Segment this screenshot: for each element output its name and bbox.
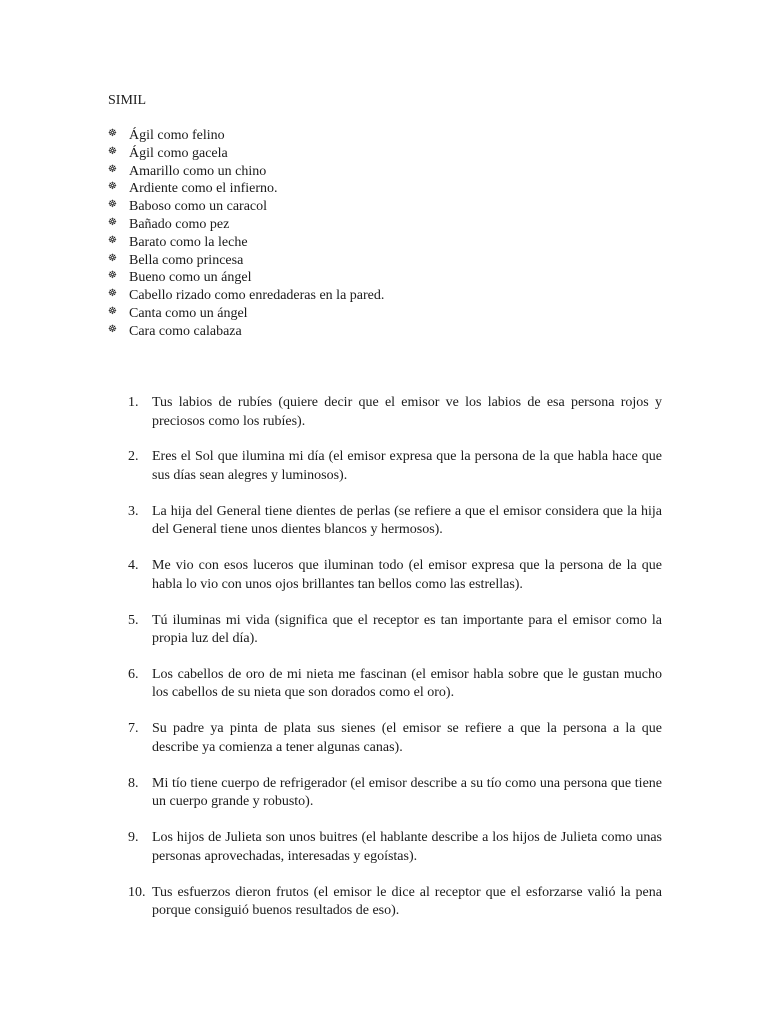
item-text: Los hijos de Julieta son unos buitres (el hablante describe a los hijos de Julieta como unas personas aprovechadas, interesadas y egoístas).	[152, 830, 662, 864]
item-text: Tus esfuerzos dieron frutos (el emisor le dice al receptor que el esforzarse valió la pena porque consiguió buenos resultados de eso).	[152, 884, 662, 919]
simile-item	[108, 252, 384, 270]
simile-text: Ágil como felino	[129, 128, 225, 143]
item-text: Tú iluminas mi vida (significa que el receptor es tan importante para el emisor como la propia luz del día).	[152, 612, 662, 647]
wheel-bullet-icon: ☸	[108, 252, 117, 264]
simile-text: Ardiente como el infierno.	[129, 181, 278, 197]
simile-text: Cabello rizado como enredaderas en la pared.	[129, 288, 385, 304]
item-number: 7.	[128, 721, 139, 737]
simile-text: Baboso como un caracol	[129, 199, 268, 215]
simile-text: Cara como calabaza	[129, 323, 242, 339]
simile-item	[108, 234, 384, 252]
simile-item	[108, 269, 384, 287]
item-number: 2.	[128, 449, 139, 465]
simile-item	[108, 323, 384, 341]
item-text: La hija del General tiene dientes de perlas (se refiere a que el emisor considera que la hija del General tiene unos dientes blancos y hermosos).	[152, 503, 662, 538]
wheel-bullet-icon: ☸	[108, 270, 117, 282]
simile-text: Bañado como pez	[129, 216, 230, 232]
metaphor-list	[128, 394, 662, 938]
simile-text: Amarillo como un chino	[129, 163, 267, 179]
wheel-bullet-icon: ☸	[108, 128, 117, 139]
item-number: 10.	[128, 884, 146, 900]
wheel-bullet-icon: ☸	[108, 288, 117, 300]
wheel-bullet-icon: ☸	[108, 323, 117, 335]
document-title: SIMIL	[108, 93, 147, 108]
item-number: 1.	[128, 395, 139, 410]
metaphor-item	[128, 775, 662, 829]
simile-text: Bueno como un ángel	[129, 270, 252, 286]
metaphor-item	[128, 884, 662, 938]
wheel-bullet-icon: ☸	[108, 145, 117, 157]
metaphor-item	[128, 720, 662, 774]
wheel-bullet-icon: ☸	[108, 305, 117, 317]
metaphor-item	[128, 503, 662, 557]
metaphor-item	[128, 557, 662, 611]
simile-item	[108, 180, 384, 198]
simile-text: Canta como un ángel	[129, 305, 248, 321]
item-text: Eres el Sol que ilumina mi día (el emisor expresa que la persona de la que habla hace que sus días sean alegres y luminosos).	[152, 449, 662, 483]
item-text: Los cabellos de oro de mi nieta me fascinan (el emisor habla sobre que le gustan mucho los cabellos de su nieta que son dorados como el oro).	[152, 666, 662, 701]
simile-item	[108, 127, 384, 145]
simile-item	[108, 216, 384, 234]
item-number: 5.	[128, 612, 139, 628]
simile-text: Ágil como gacela	[129, 145, 228, 161]
item-number: 4.	[128, 558, 139, 574]
wheel-bullet-icon: ☸	[108, 181, 117, 193]
simile-item	[108, 198, 384, 216]
wheel-bullet-icon: ☸	[108, 216, 117, 228]
item-text: Su padre ya pinta de plata sus sienes (el emisor se refiere a que la persona a la que describe ya comienza a tener algunas canas).	[152, 721, 662, 755]
simile-text: Bella como princesa	[129, 252, 244, 268]
item-number: 8.	[128, 775, 139, 791]
metaphor-item	[128, 829, 662, 883]
item-number: 9.	[128, 830, 139, 846]
simile-item	[108, 145, 384, 163]
simile-list	[108, 127, 384, 341]
simile-item	[108, 163, 384, 181]
metaphor-item	[128, 612, 662, 666]
simile-text: Barato como la leche	[129, 234, 248, 250]
simile-item	[108, 305, 384, 323]
metaphor-item	[128, 394, 662, 448]
item-number: 6.	[128, 666, 139, 682]
metaphor-item	[128, 448, 662, 502]
wheel-bullet-icon: ☸	[108, 199, 117, 211]
wheel-bullet-icon: ☸	[108, 234, 117, 246]
item-text: Tus labios de rubíes (quiere decir que el emisor ve los labios de esa persona rojos y preciosos como los rubíes).	[152, 395, 662, 429]
item-text: Me vio con esos luceros que iluminan todo (el emisor expresa que la persona de la que habla lo vio con unos ojos brillantes tan bellos como las estrellas).	[152, 558, 662, 592]
item-number: 3.	[128, 503, 139, 519]
item-text: Mi tío tiene cuerpo de refrigerador (el emisor describe a su tío como una persona que tiene un cuerpo grande y robusto).	[152, 775, 662, 810]
wheel-bullet-icon: ☸	[108, 163, 117, 175]
metaphor-item	[128, 666, 662, 720]
simile-item	[108, 287, 384, 305]
